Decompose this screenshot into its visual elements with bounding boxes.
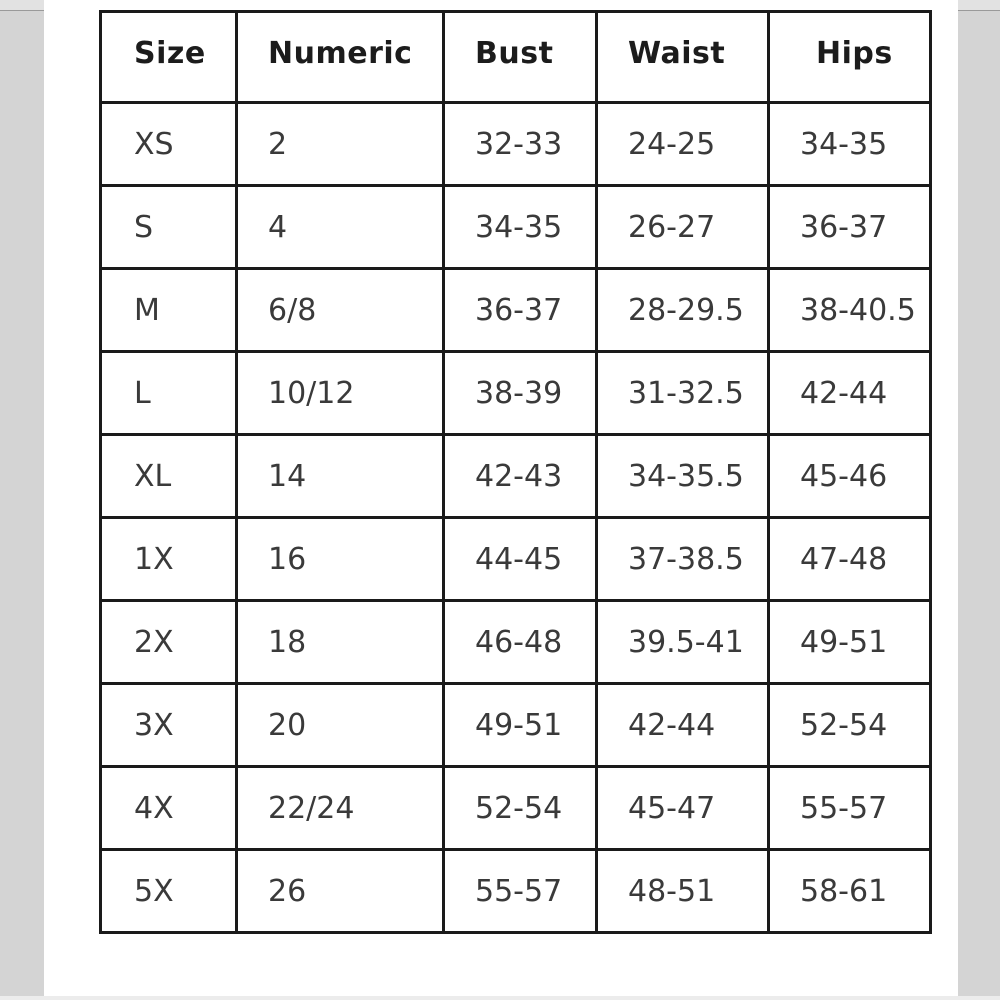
cell-numeric: 4 (237, 186, 444, 269)
cell-size: 3X (101, 684, 237, 767)
table-row (101, 850, 931, 933)
cell-waist: 26-27 (597, 186, 769, 269)
cell-bust: 44-45 (444, 518, 597, 601)
cell-numeric: 26 (237, 850, 444, 933)
column-header-numeric: Numeric (237, 12, 444, 103)
size-chart-table (99, 10, 932, 934)
table-row (101, 684, 931, 767)
cell-waist: 24-25 (597, 103, 769, 186)
bottom-edge (0, 996, 1000, 1000)
cell-hips: 47-48 (769, 518, 931, 601)
cell-bust: 46-48 (444, 601, 597, 684)
column-header-waist: Waist (597, 12, 769, 103)
cell-bust: 42-43 (444, 435, 597, 518)
cell-numeric: 10/12 (237, 352, 444, 435)
cell-numeric: 18 (237, 601, 444, 684)
cell-size: 2X (101, 601, 237, 684)
right-gutter (958, 0, 1000, 1000)
cell-bust: 34-35 (444, 186, 597, 269)
column-header-hips: Hips (769, 12, 931, 103)
cell-hips: 58-61 (769, 850, 931, 933)
cell-hips: 45-46 (769, 435, 931, 518)
cell-bust: 38-39 (444, 352, 597, 435)
cell-waist: 28-29.5 (597, 269, 769, 352)
table-row (101, 186, 931, 269)
cell-numeric: 22/24 (237, 767, 444, 850)
table-row (101, 435, 931, 518)
cell-waist: 37-38.5 (597, 518, 769, 601)
left-gutter (0, 0, 44, 1000)
cell-numeric: 14 (237, 435, 444, 518)
cell-numeric: 16 (237, 518, 444, 601)
cell-size: XS (101, 103, 237, 186)
cell-size: S (101, 186, 237, 269)
table-row (101, 352, 931, 435)
cell-bust: 36-37 (444, 269, 597, 352)
table-row (101, 103, 931, 186)
cell-bust: 32-33 (444, 103, 597, 186)
table-row (101, 767, 931, 850)
cell-hips: 42-44 (769, 352, 931, 435)
cell-size: 5X (101, 850, 237, 933)
cell-size: XL (101, 435, 237, 518)
cell-hips: 55-57 (769, 767, 931, 850)
cell-size: M (101, 269, 237, 352)
column-header-size: Size (101, 12, 237, 103)
cell-hips: 49-51 (769, 601, 931, 684)
cell-numeric: 2 (237, 103, 444, 186)
cell-hips: 34-35 (769, 103, 931, 186)
cell-hips: 36-37 (769, 186, 931, 269)
table-row (101, 518, 931, 601)
cell-size: L (101, 352, 237, 435)
cell-bust: 49-51 (444, 684, 597, 767)
cell-size: 1X (101, 518, 237, 601)
cell-waist: 45-47 (597, 767, 769, 850)
cell-size: 4X (101, 767, 237, 850)
table-row (101, 269, 931, 352)
right-gutter-edge (958, 0, 1000, 11)
left-gutter-edge (0, 0, 44, 11)
cell-bust: 55-57 (444, 850, 597, 933)
column-header-bust: Bust (444, 12, 597, 103)
cell-hips: 38-40.5 (769, 269, 931, 352)
cell-waist: 42-44 (597, 684, 769, 767)
cell-bust: 52-54 (444, 767, 597, 850)
table-row (101, 601, 931, 684)
header-row (101, 12, 931, 103)
cell-hips: 52-54 (769, 684, 931, 767)
cell-waist: 39.5-41 (597, 601, 769, 684)
cell-waist: 48-51 (597, 850, 769, 933)
cell-waist: 34-35.5 (597, 435, 769, 518)
cell-waist: 31-32.5 (597, 352, 769, 435)
size-chart-container (99, 10, 916, 962)
cell-numeric: 6/8 (237, 269, 444, 352)
cell-numeric: 20 (237, 684, 444, 767)
